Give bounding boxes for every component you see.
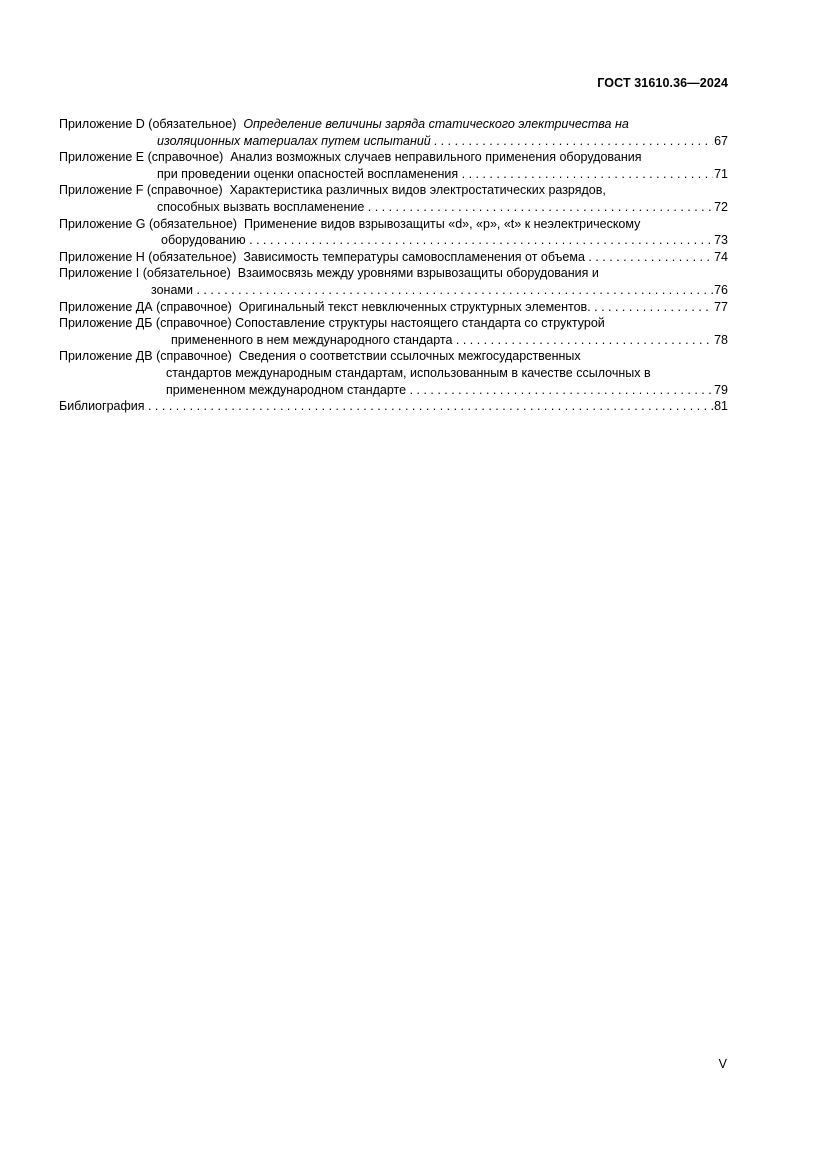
toc-entry-title-line: Сведения о соответствии ссылочных межгосударственных [238,349,581,364]
toc-entry-prefix: Приложение D (обязательное) [59,117,237,131]
toc-entry-appendix-db[interactable] [59,315,728,348]
toc-entry-prefix: Приложение ДВ (справочное) [59,349,232,364]
toc-entry-title-line: при проведении оценки опасностей воспламенения [157,166,459,181]
page-number: V [718,1057,727,1071]
toc-entry-page: 67 [714,133,728,148]
toc-entry-page: 71 [714,166,728,181]
toc-entry-title-line: Применение видов взрывозащиты «d», «p», «t» к неэлектрическому [244,216,641,231]
toc-entry-title-line: Анализ возможных случаев неправильного применения оборудования [230,150,642,165]
toc-entry-appendix-g[interactable] [59,216,728,249]
toc-entry-prefix: Приложение ДА (справочное) [59,299,232,314]
toc-entry-prefix: Приложение G (обязательное) [59,216,238,231]
toc-entry-page: 79 [714,382,728,397]
toc-entry-title-line: Зависимость температуры самовоспламенения от объема [243,249,585,264]
toc-entry-page: 77 [714,299,728,314]
toc-entry-prefix: Приложение H (обязательное) [59,249,237,264]
toc-entry-prefix: Приложение I (обязательное) [59,266,231,281]
toc-entry-appendix-e[interactable] [59,149,728,182]
toc-entry-page: 74 [714,249,728,264]
toc-entry-page: 72 [714,199,728,214]
toc-entry-title-line: Оригинальный текст невключенных структурных элементов. [238,299,591,314]
toc-entry-title-line: примененного в нем международного стандарта [171,332,453,347]
toc-entry-appendix-f[interactable] [59,182,728,215]
toc-entry-prefix: Приложение E (справочное) [59,150,224,165]
toc-entry-bibliography[interactable] [59,398,728,415]
toc-entry-title-line: Библиография [59,399,145,414]
toc-entry-page: 76 [714,282,728,297]
toc-entry-appendix-h[interactable] [59,249,728,266]
toc-entry-page: 81 [714,399,728,414]
toc-entry-page: 73 [714,233,728,248]
document-number: ГОСТ 31610.36—2024 [597,76,728,90]
toc-entry-title-line: Взаимосвязь между уровнями взрывозащиты оборудования и [237,266,599,281]
toc-entry-title-line: стандартов международным стандартам, использованным в качестве ссылочных в [166,365,651,380]
toc-entry-prefix: Приложение ДБ (справочное) [59,316,232,331]
toc-entry-page: 78 [714,332,728,347]
toc-entry-title-line: Сопоставление структуры настоящего стандарта со структурой [235,316,605,331]
toc-entry-appendix-da[interactable] [59,299,728,316]
toc-entry-title-line: изоляционных материалах путем испытаний [157,133,431,148]
toc-entry-title-line: зонами [151,282,193,297]
toc-entry-title-line: оборудованию [161,233,246,248]
toc-entry-title-line: способных вызвать воспламенение [157,199,365,214]
toc-entry-appendix-dv[interactable] [59,348,728,398]
toc-entry-title-line: Определение величины заряда статического электричества на [243,117,629,131]
table-of-contents [59,116,728,415]
toc-entry-prefix: Приложение F (справочное) [59,183,223,198]
toc-entry-title-line: примененном международном стандарте [166,382,407,397]
toc-entry-appendix-d[interactable] [59,116,728,149]
toc-entry-title-line: Характеристика различных видов электростатических разрядов, [229,183,606,198]
toc-entry-appendix-i[interactable] [59,265,728,298]
